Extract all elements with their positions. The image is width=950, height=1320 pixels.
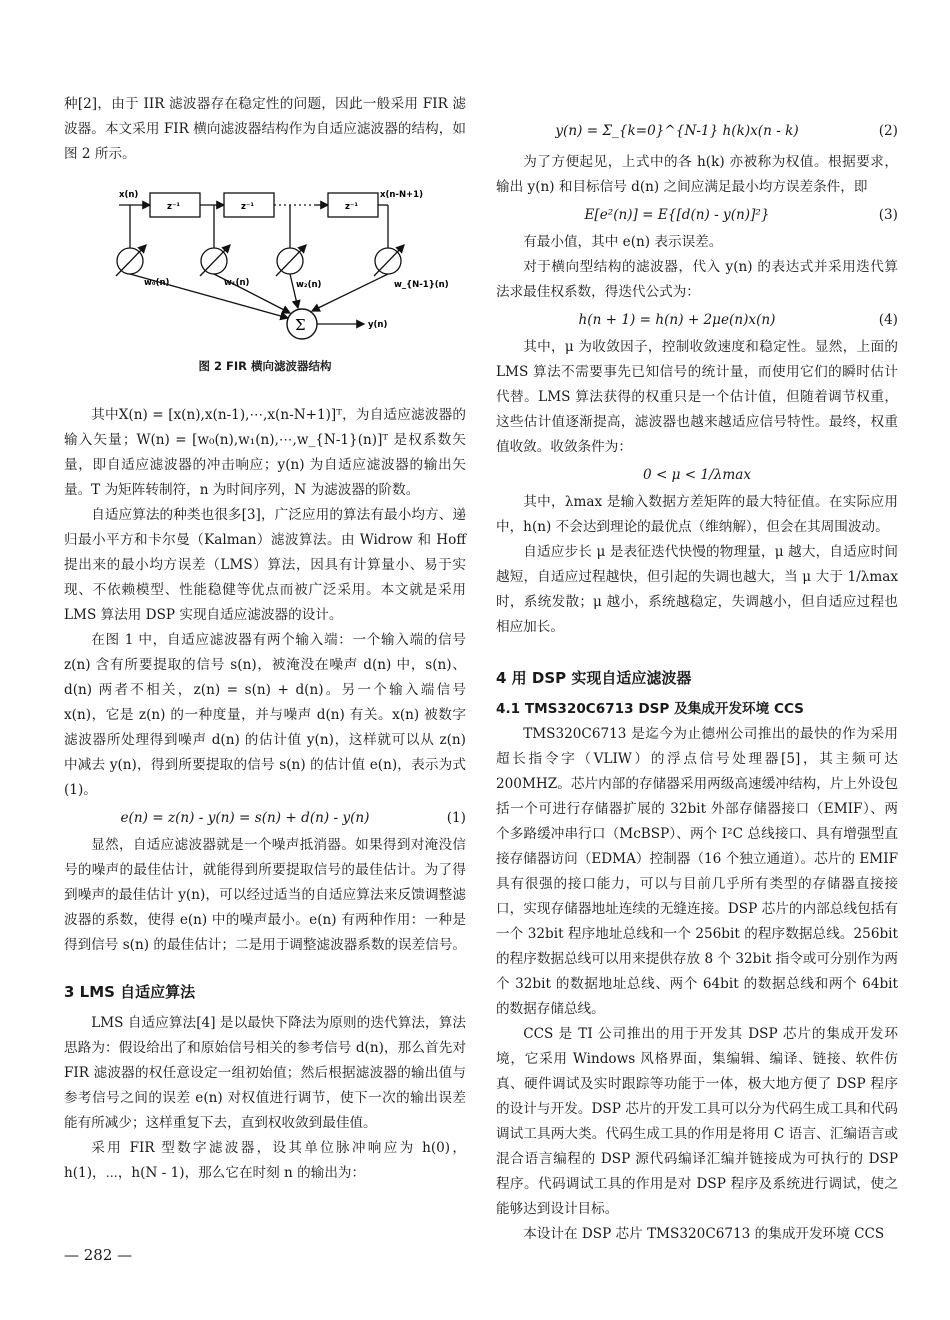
equation-3: E[e²(n)] = E{[d(n) - y(n)]²} (3) <box>584 206 898 223</box>
subsection-heading: 4.1 TMS320C6713 DSP 及集成开发环境 CCS <box>496 701 804 717</box>
equation-2: y(n) = Σ_{k=0}^{N-1} h(k)x(n - k) (2) <box>555 122 898 139</box>
input-label: x(n) <box>119 190 139 200</box>
weight-n <box>374 245 404 276</box>
delay-label-1: z⁻¹ <box>167 202 181 212</box>
output-label: y(n) <box>368 320 388 330</box>
paragraph: LMS 自适应算法[4] 是以最快下降法为原则的迭代算法，算法思路为：假设给出了和原始信号相关的参考信号 d(n)，那么首先对 FIR 滤波器的权任意设定一组初始值；然后根据滤波器的输出值与参考信号之间的误差 e(n) 对权值进行调节，使下一次的输出误差能有所减少；这样重复下去，直到权收敛到最佳值。 <box>64 1015 466 1131</box>
last-tap-label: x(n-N+1) <box>380 190 423 200</box>
paragraph: CCS 是 TI 公司推出的用于开发其 DSP 芯片的集成开发环境，它采用 Windows 风格界面，集编辑、编译、链接、软件仿真、硬件调试及实时跟踪等功能于一体，极大地方便了 DSP 程序的设计与开发。DSP 芯片的开发工具可以分为代码生成工具和代码调试工具两大类。代码生成工具的作用是将用 C 语言、汇编语言或混合语言编程的 DSP 源代码编译汇编并链接成为可执行的 DSP 程序。代码调试工具的作用是对 DSP 程序及系统进行调试，使之能够达到设计目标。 <box>496 1026 898 1217</box>
paragraph: 其中，μ 为收敛因子，控制收敛速度和稳定性。显然，上面的 LMS 算法不需要事先已知信号的统计量，而使用它们的瞬时估计代替。LMS 算法获得的权重只是一个估计值，但随着调节权重，这些估计值逐渐提高，滤波器也越来越适应信号特性。最终，权重值收敛。收敛条件为： <box>496 339 898 455</box>
section-heading: 3 LMS 自适应算法 <box>64 983 196 1001</box>
weight-1 <box>200 245 230 276</box>
right-column <box>496 112 898 1247</box>
page-number: — 282 — <box>64 1246 133 1264</box>
paragraph: 在图 1 中，自适应滤波器有两个输入端：一个输入端的信号 z(n) 含有所要提取的信号 s(n)，被淹没在噪声 d(n) 中，s(n)、d(n) 两者不相关，z(n) = s(n) + d(n)。另一个输入端信号 x(n)，它是 z(n) 的一种度量，并与噪声 d(n) 有关。x(n) 被数字滤波器所处理得到噪声 d(n) 的估计值 y(n)，这样就可以从 z(n) 中减去 y(n)，得到所要提取的信号 s(n) 的估计值 e(n)，表示为式(1)。 <box>64 632 466 798</box>
paragraph: 自适应算法的种类也很多[3]，广泛应用的算法有最小均方、递归最小平方和卡尔曼（Kalman）滤波算法。由 Widrow 和 Hoff 提出来的最小均方误差（LMS）算法，因具有计算量小、易于实现、不依赖模型、性能稳健等优点而被广泛采用。本文就是采用 LMS 算法用 DSP 实现自适应滤波器的设计。 <box>64 507 466 623</box>
left-column <box>64 92 466 1186</box>
equation-4: h(n + 1) = h(n) + 2μe(n)x(n) (4) <box>578 311 898 328</box>
w2-label: w₂(n) <box>296 280 322 290</box>
weight-0 <box>116 245 146 276</box>
paragraph: 采用 FIR 型数字滤波器，设其单位脉冲响应为 h(0)，h(1)，⋯，h(N - 1)，那么它在时刻 n 的输出为： <box>64 1140 466 1181</box>
paragraph: 对于横向型结构的滤波器，代入 y(n) 的表达式并采用迭代算法求最佳权系数，得迭代公式为： <box>496 259 898 300</box>
fir-filter-figure <box>64 175 466 350</box>
w0-label: w₀(n) <box>144 278 170 288</box>
wn-label: w_{N-1}(n) <box>394 280 449 290</box>
weight-2 <box>276 245 306 276</box>
figure-caption: 图 2 FIR 横向滤波器结构 <box>198 359 332 373</box>
paragraph: 为了方便起见，上式中的各 h(k) 亦被称为权值。根据要求，输出 y(n) 和目标信号 d(n) 之间应满足最小均方误差条件，即 <box>496 154 898 195</box>
section-heading: 4 用 DSP 实现自适应滤波器 <box>496 669 692 687</box>
delay-label-2: z⁻¹ <box>241 202 255 212</box>
paragraph: 本设计在 DSP 芯片 TMS320C6713 的集成开发环境 CCS <box>523 1226 885 1242</box>
paragraph: 自适应步长 μ 是表征迭代快慢的物理量，μ 越大，自适应时间越短，自适应过程越快，但引起的失调也越大，当 μ 大于 1/λmax 时，系统发散；μ 越小，系统越稳定，失调越小，但自适应过程也相应加长。 <box>496 544 898 635</box>
paragraph: 种[2]，由于 IIR 滤波器存在稳定性的问题，因此一般采用 FIR 滤波器。本文采用 FIR 横向滤波器结构作为自适应滤波器的结构，如图 2 所示。 <box>64 96 466 162</box>
equation-1: e(n) = z(n) - y(n) = s(n) + d(n) - y(n) (1) <box>120 809 466 826</box>
paragraph: TMS320C6713 是迄今为止德州公司推出的最快的作为采用超长指令字（VLIW）的浮点信号处理器[5]，其主频可达 200MHZ。芯片内部的存储器采用两级高速缓冲结构，片上外设包括一个可进行存储器扩展的 32bit 外部存储器接口（EMIF）、两个多路缓冲串行口（McBSP）、两个 I²C 总线接口、具有增强型直接存储器访问（EDMA）控制器（16 个独立通道）。芯片的 EMIF 具有很强的接口能力，可以与目前几乎所有类型的存储器直接接口，实现存储器地址连续的无缝连接。DSP 芯片的内部总线包括有一个 32bit 程序地址总线和一个 256bit 的程序数据总线。256bit 的程序数据总线可以用来提供存放 8 个 32bit 指令或可分别作为两个 32bit 的数据地址总线、两个 64bit 的数据总线和两个 64bit 的数据存储总线。 <box>496 726 898 1017</box>
fir-diagram <box>64 175 466 350</box>
equation-5: 0 < μ < 1/λmax <box>642 466 752 483</box>
sum-symbol: Σ <box>295 316 306 334</box>
paragraph: 显然，自适应滤波器就是一个噪声抵消器。如果得到对淹没信号的噪声的最佳估计，就能得到所要提取信号的最佳估计。为了得到噪声的最佳估计 y(n)，可以经过适当的自适应算法来反馈调整滤波器的系数，使得 e(n) 中的噪声最小。e(n) 有两种作用：一种是得到信号 s(n) 的最佳估计；二是用于调整滤波器系数的误差信号。 <box>64 837 467 953</box>
paragraph: 其中，λmax 是输入数据方差矩阵的最大特征值。在实际应用中，h(n) 不会达到理论的最优点（维纳解），但会在其周围波动。 <box>496 494 898 535</box>
w1-label: w₁(n) <box>224 278 250 288</box>
paragraph: 其中X(n) = [x(n),x(n-1),⋯,x(n-N+1)]ᵀ，为自适应滤波器的输入矢量；W(n) = [w₀(n),w₁(n),⋯,w_{N-1}(n)]ᵀ 是权系数矢量，即自适应滤波器的冲击响应；y(n) 为自适应滤波器的输出矢量。T 为矩阵转制符，n 为时间序列，N 为滤波器的阶数。 <box>64 407 466 498</box>
delay-label-3: z⁻¹ <box>345 202 359 212</box>
paragraph: 有最小值，其中 e(n) 表示误差。 <box>523 234 723 250</box>
